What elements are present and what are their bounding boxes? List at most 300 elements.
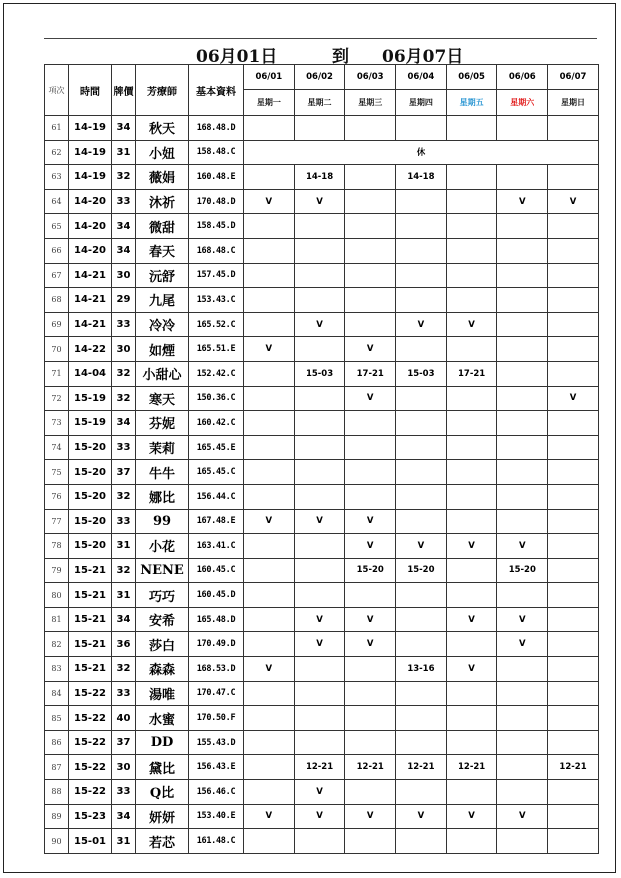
day-cell: V [446,804,497,829]
row-time: 15-19 [69,411,112,436]
day-cell [446,509,497,534]
row-info: 160.48.E [189,165,244,190]
day-cell [396,509,447,534]
day-cell [244,730,295,755]
day-cell [345,583,396,608]
row-time: 14-22 [69,337,112,362]
row-price: 34 [112,804,136,829]
row-info: 160.45.C [189,558,244,583]
day-cell [294,435,345,460]
day-cell: 15-03 [294,361,345,386]
row-price: 33 [112,312,136,337]
day-cell [294,411,345,436]
day-cell [294,657,345,682]
table-row [45,312,599,337]
day-cell [244,361,295,386]
day-cell: V [244,657,295,682]
day-cell [244,583,295,608]
day-cell [497,706,548,731]
row-index: 69 [45,312,69,337]
row-time: 15-21 [69,632,112,657]
top-rule [44,38,597,39]
row-index: 72 [45,386,69,411]
day-cell [497,730,548,755]
table-row [45,361,599,386]
row-price: 40 [112,706,136,731]
header-weekday-1: 星期一 [244,90,295,116]
day-cell [244,558,295,583]
row-name: 水蜜 [136,706,189,731]
day-cell: 12-21 [294,755,345,780]
day-cell: V [294,804,345,829]
row-name: 芬妮 [136,411,189,436]
day-cell [497,263,548,288]
row-info: 165.45.E [189,435,244,460]
day-cell [294,534,345,559]
day-cell [345,681,396,706]
row-time: 14-04 [69,361,112,386]
row-name: 森森 [136,657,189,682]
row-name: 小甜心 [136,361,189,386]
row-price: 32 [112,361,136,386]
row-price: 29 [112,288,136,313]
day-cell [396,829,447,854]
row-index: 67 [45,263,69,288]
day-cell [345,288,396,313]
row-time: 14-21 [69,263,112,288]
day-cell [548,337,599,362]
table-row [45,116,599,141]
row-off-cell: 休 [244,140,599,165]
row-name: 薇娟 [136,165,189,190]
day-cell [446,116,497,141]
row-name: 若芯 [136,829,189,854]
day-cell [345,189,396,214]
day-cell [446,263,497,288]
day-cell [345,829,396,854]
day-cell: 12-21 [396,755,447,780]
table-row [45,386,599,411]
row-index: 76 [45,484,69,509]
day-cell: V [244,189,295,214]
day-cell [345,165,396,190]
day-cell [294,706,345,731]
day-cell: V [446,312,497,337]
day-cell [294,558,345,583]
day-cell [446,632,497,657]
row-price: 32 [112,558,136,583]
header-date-6: 06/06 [497,65,548,90]
day-cell: V [294,607,345,632]
table-row [45,632,599,657]
row-price: 34 [112,214,136,239]
row-index: 74 [45,435,69,460]
row-time: 15-20 [69,460,112,485]
row-price: 34 [112,238,136,263]
day-cell [396,730,447,755]
day-cell [396,484,447,509]
day-cell [345,460,396,485]
day-cell [345,706,396,731]
day-cell [497,312,548,337]
day-cell [244,411,295,436]
day-cell [345,780,396,805]
day-cell [446,386,497,411]
day-cell [244,780,295,805]
row-info: 156.44.C [189,484,244,509]
day-cell: V [345,337,396,362]
row-price: 33 [112,189,136,214]
header-date-5: 06/05 [446,65,497,90]
day-cell: V [396,804,447,829]
row-name: 安希 [136,607,189,632]
day-cell [446,238,497,263]
row-index: 78 [45,534,69,559]
row-name: 黛比 [136,755,189,780]
row-index: 90 [45,829,69,854]
table-row [45,337,599,362]
day-cell: V [497,607,548,632]
row-index: 68 [45,288,69,313]
table-row [45,607,599,632]
day-cell [396,435,447,460]
day-cell [446,484,497,509]
day-cell [497,411,548,436]
day-cell [396,386,447,411]
day-cell [294,829,345,854]
row-time: 14-21 [69,312,112,337]
table-row [45,534,599,559]
table-row [45,460,599,485]
day-cell: V [294,632,345,657]
table-row [45,165,599,190]
day-cell [244,755,295,780]
row-price: 37 [112,460,136,485]
day-cell [446,583,497,608]
row-time: 15-22 [69,730,112,755]
row-info: 157.45.D [189,263,244,288]
day-cell [497,361,548,386]
row-index: 81 [45,607,69,632]
title-start-date: 06月01日 [196,47,278,67]
day-cell: 14-18 [396,165,447,190]
header-date-1: 06/01 [244,65,295,90]
day-cell: 15-20 [345,558,396,583]
day-cell: V [294,509,345,534]
row-price: 32 [112,386,136,411]
row-time: 15-21 [69,607,112,632]
day-cell [548,730,599,755]
row-time: 15-21 [69,583,112,608]
day-cell [345,116,396,141]
row-name: 牛牛 [136,460,189,485]
day-cell [446,411,497,436]
header-index: 項次 [45,65,69,116]
row-index: 87 [45,755,69,780]
day-cell: V [497,534,548,559]
day-cell [244,238,295,263]
row-price: 30 [112,755,136,780]
day-cell [294,238,345,263]
day-cell [244,116,295,141]
day-cell [345,657,396,682]
day-cell: V [345,386,396,411]
day-cell [396,681,447,706]
day-cell: 15-20 [497,558,548,583]
row-time: 15-20 [69,435,112,460]
row-info: 165.52.C [189,312,244,337]
row-index: 65 [45,214,69,239]
day-cell [497,755,548,780]
day-cell [244,263,295,288]
day-cell [345,214,396,239]
row-price: 31 [112,583,136,608]
table-row [45,730,599,755]
table-row [45,484,599,509]
day-cell [294,460,345,485]
day-cell [446,829,497,854]
day-cell [244,386,295,411]
day-cell [446,706,497,731]
row-name: 莎白 [136,632,189,657]
row-index: 71 [45,361,69,386]
day-cell: 17-21 [345,361,396,386]
row-time: 14-21 [69,288,112,313]
row-info: 153.43.C [189,288,244,313]
row-info: 161.48.C [189,829,244,854]
table-row [45,558,599,583]
row-time: 15-20 [69,534,112,559]
row-info: 153.40.E [189,804,244,829]
day-cell [244,706,295,731]
row-time: 15-23 [69,804,112,829]
day-cell [446,681,497,706]
day-cell [244,829,295,854]
day-cell [294,681,345,706]
row-index: 83 [45,657,69,682]
table-row [45,681,599,706]
day-cell: V [497,632,548,657]
row-name: 沅舒 [136,263,189,288]
day-cell [497,681,548,706]
row-index: 62 [45,140,69,165]
day-cell [345,238,396,263]
day-cell [396,337,447,362]
day-cell [345,730,396,755]
table-row [45,411,599,436]
row-name: 寒天 [136,386,189,411]
day-cell [396,632,447,657]
header-weekday-7: 星期日 [548,90,599,116]
row-price: 32 [112,484,136,509]
header-date-4: 06/04 [396,65,447,90]
table-row [45,140,599,165]
day-cell [446,337,497,362]
day-cell: V [345,509,396,534]
day-cell [548,214,599,239]
row-price: 34 [112,607,136,632]
row-name: Q比 [136,780,189,805]
day-cell [244,681,295,706]
row-info: 170.50.F [189,706,244,731]
title-end-date: 06月07日 [382,47,464,67]
day-cell [497,484,548,509]
day-cell [294,263,345,288]
row-time: 15-22 [69,706,112,731]
row-name: 小花 [136,534,189,559]
day-cell [396,706,447,731]
day-cell [548,706,599,731]
row-info: 170.49.D [189,632,244,657]
day-cell [446,288,497,313]
day-cell [446,165,497,190]
day-cell [548,681,599,706]
day-cell [548,411,599,436]
day-cell: V [446,534,497,559]
table-row [45,214,599,239]
row-index: 75 [45,460,69,485]
row-info: 170.48.D [189,189,244,214]
row-name: 春天 [136,238,189,263]
row-name: 如煙 [136,337,189,362]
row-index: 70 [45,337,69,362]
day-cell [396,780,447,805]
day-cell [548,484,599,509]
row-price: 36 [112,632,136,657]
row-name: 微甜 [136,214,189,239]
row-info: 156.46.C [189,780,244,805]
day-cell [548,829,599,854]
day-cell [294,214,345,239]
row-name: 秋天 [136,116,189,141]
day-cell [548,435,599,460]
day-cell [497,165,548,190]
row-time: 14-19 [69,165,112,190]
day-cell: V [548,386,599,411]
day-cell: V [294,312,345,337]
row-info: 163.41.C [189,534,244,559]
day-cell [497,116,548,141]
header-date-7: 06/07 [548,65,599,90]
day-cell [548,632,599,657]
row-price: 32 [112,165,136,190]
day-cell [396,263,447,288]
row-price: 33 [112,435,136,460]
day-cell [446,214,497,239]
day-cell: V [244,337,295,362]
day-cell: 12-21 [446,755,497,780]
row-info: 168.48.C [189,238,244,263]
row-name: 沐祈 [136,189,189,214]
table-row [45,263,599,288]
row-name: 九尾 [136,288,189,313]
header-weekday-3: 星期三 [345,90,396,116]
row-info: 158.48.C [189,140,244,165]
row-price: 34 [112,116,136,141]
day-cell [244,607,295,632]
header-price: 牌價 [112,65,136,116]
day-cell [548,165,599,190]
day-cell: V [345,534,396,559]
row-name: 99 [136,509,189,534]
row-name: 娜比 [136,484,189,509]
day-cell [548,558,599,583]
day-cell: 15-20 [396,558,447,583]
day-cell [345,263,396,288]
row-info: 167.48.E [189,509,244,534]
row-time: 14-19 [69,140,112,165]
day-cell [548,116,599,141]
day-cell [497,214,548,239]
row-index: 61 [45,116,69,141]
day-cell [294,484,345,509]
table-row [45,657,599,682]
row-index: 79 [45,558,69,583]
row-info: 165.45.C [189,460,244,485]
row-time: 14-19 [69,116,112,141]
day-cell [497,509,548,534]
row-price: 32 [112,657,136,682]
table-row [45,706,599,731]
row-info: 150.36.C [189,386,244,411]
row-index: 64 [45,189,69,214]
row-index: 84 [45,681,69,706]
header-weekday-2: 星期二 [294,90,345,116]
day-cell [446,189,497,214]
day-cell [244,484,295,509]
day-cell: V [294,780,345,805]
day-cell [548,509,599,534]
header-info: 基本資料 [189,65,244,116]
day-cell [497,583,548,608]
row-time: 14-20 [69,214,112,239]
day-cell [396,288,447,313]
day-cell [446,730,497,755]
row-price: 31 [112,534,136,559]
day-cell [497,435,548,460]
row-info: 160.45.D [189,583,244,608]
row-index: 89 [45,804,69,829]
day-cell [548,534,599,559]
day-cell [497,238,548,263]
table-row [45,780,599,805]
row-time: 15-21 [69,558,112,583]
day-cell: 12-21 [548,755,599,780]
day-cell [244,214,295,239]
day-cell: V [548,189,599,214]
day-cell: V [345,804,396,829]
header-date-3: 06/03 [345,65,396,90]
row-time: 15-20 [69,484,112,509]
row-price: 33 [112,509,136,534]
row-time: 15-01 [69,829,112,854]
day-cell [497,460,548,485]
day-cell [345,435,396,460]
day-cell [396,411,447,436]
row-price: 30 [112,337,136,362]
day-cell [548,312,599,337]
header-weekday-4: 星期四 [396,90,447,116]
row-time: 15-22 [69,780,112,805]
day-cell [548,263,599,288]
day-cell [294,386,345,411]
day-cell [294,730,345,755]
day-cell [446,435,497,460]
day-cell [548,583,599,608]
row-time: 15-22 [69,755,112,780]
table-row [45,509,599,534]
day-cell [396,116,447,141]
